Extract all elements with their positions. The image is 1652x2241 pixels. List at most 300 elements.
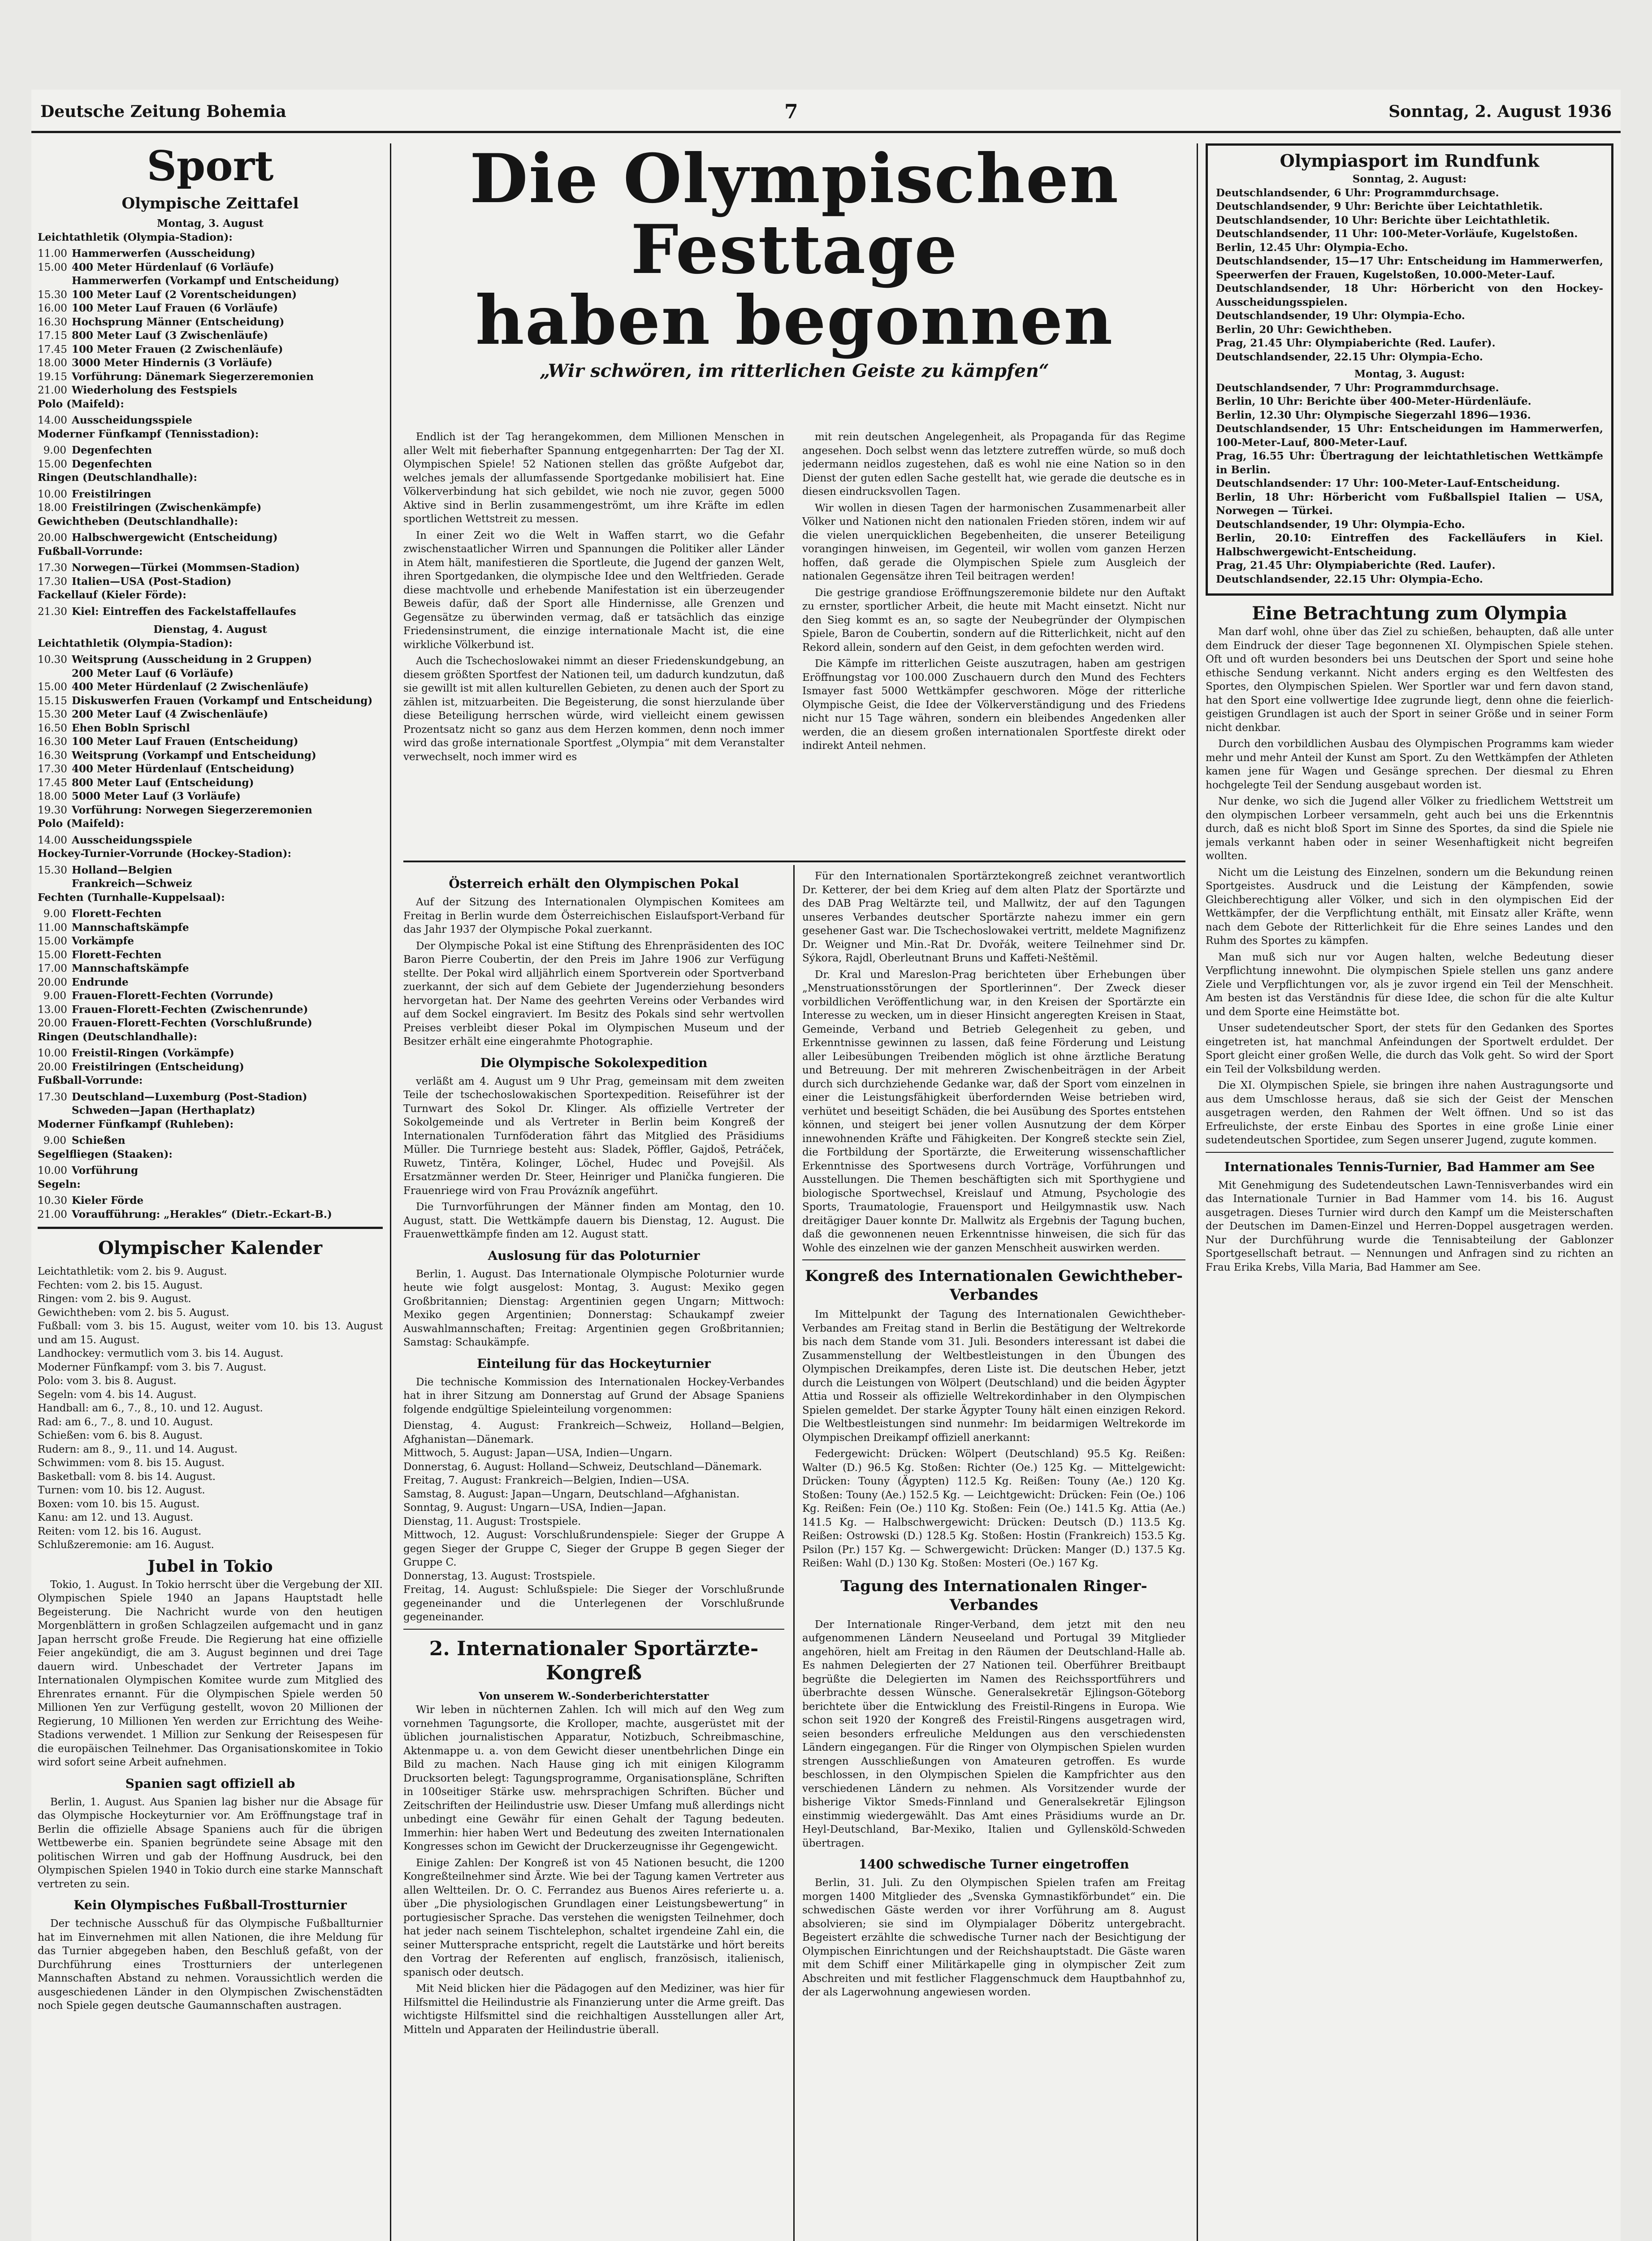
lead-paragraph: Wir wollen in diesen Tagen der harmonischen Zusammenarbeit aller Völker und Nationen nicht den nationalen Frieden stören, indem wir auf die vielen unerquicklichen Begebenheiten, die unserer Beteiligung vorangingen hinweisen, im Gegenteil, wir wollen vom ganzen Herzen hoffen, daß gerade die Olympischen Spiele zum Ausgleich der nationalen Gegensätze ihren Teil beitragen werden! (802, 502, 1185, 582)
timetable-row (38, 790, 383, 804)
event-name: Voraufführung: „Herakles“ (Dietr.-Eckart-B.) (72, 1208, 332, 1220)
event-time: 10.00 (38, 1165, 67, 1177)
event-time: 16.00 (38, 303, 67, 314)
timetable-row (38, 444, 383, 458)
kongress-heading: 2. Internationaler Sportärzte-Kongreß (429, 1637, 759, 1684)
event-time: 15.00 (38, 935, 67, 947)
right-column (1206, 143, 1613, 2241)
timetable-row (38, 384, 383, 398)
event-time: 9.00 (43, 1135, 66, 1146)
kalender-entry: Fußball: vom 3. bis 15. August, weiter vom 10. bis 13. August und am 15. August. (38, 1320, 383, 1346)
timetable-row (38, 414, 383, 428)
kalender-entry: Basketball: vom 8. bis 14. August. (38, 1471, 216, 1483)
radio-entry: Deutschlandsender, 15 Uhr: Entscheidungen im Hammerwerfen, 100-Meter-Lauf, 800-Meter-Lauf. (1216, 423, 1603, 449)
venue-label: Gewichtheben (Deutschlandhalle): (38, 515, 238, 528)
kalender-entry: Schießen: vom 6. bis 8. August. (38, 1430, 203, 1441)
timetable-row (38, 302, 383, 316)
headline-subtitle: „Wir schwören, im ritterlichen Geiste zu kämpfen“ (540, 360, 1049, 381)
venue-label: Leichtathletik (Olympia-Stadion): (38, 231, 233, 243)
event-name: Ausscheidungsspiele (72, 414, 192, 426)
issue-date: Sonntag, 2. August 1936 (1388, 102, 1612, 121)
event-name: Weitsprung (Vorkampf und Entscheidung) (72, 749, 316, 761)
kalender-entry: Ringen: vom 2. bis 9. August. (38, 1293, 191, 1305)
timetable-row (38, 864, 383, 878)
hockey-intro: Die technische Kommission des Internationalen Hockey-Verbandes hat in ihrer Sitzung am Donnerstag auf Grund der Absage Spaniens folgende endgültige Spieleinteilung vorgenommen: (403, 1376, 784, 1415)
event-time: 15.30 (38, 709, 67, 720)
event-name: Freistil-Ringen (Vorkämpfe) (72, 1047, 234, 1059)
event-name: Wiederholung des Festspiels (72, 384, 237, 396)
event-time: 15.00 (38, 458, 67, 470)
event-time: 11.00 (38, 248, 67, 260)
hockey-schedule (403, 1419, 784, 1624)
event-time: 17.30 (38, 763, 67, 775)
event-time: 16.30 (38, 749, 67, 761)
kalender-entry: Kanu: am 12. und 13. August. (38, 1512, 194, 1523)
section-rule (403, 861, 1185, 862)
newspaper-name: Deutsche Zeitung Bohemia (40, 102, 286, 121)
event-time: 13.00 (38, 1004, 67, 1016)
event-time: 9.00 (43, 445, 66, 456)
timetable-row (38, 989, 383, 1003)
timetable-row (38, 343, 383, 357)
event-time: 21.30 (38, 606, 67, 618)
event-time (38, 1104, 66, 1118)
timetable-row (38, 1164, 383, 1178)
event-time: 10.30 (38, 654, 67, 666)
event-time: 15.30 (38, 289, 67, 301)
venue-label: Segeln: (38, 1178, 81, 1190)
event-name: Endrunde (72, 976, 129, 988)
event-name: Frauen-Florett-Fechten (Vorrunde) (72, 990, 274, 1002)
timetable-row (38, 1017, 383, 1030)
radio-box (1206, 143, 1613, 596)
lead-paragraph: mit rein deutschen Angelegenheit, als Propaganda für das Regime angesehen. Doch selbst wenn das letztere zutreffen würde, so muß doch jedermann neidlos zugestehen, daß es wohl nie eine Nation so in den Dienst der guten edlen Sache gestellt hat, wie gerade die deutsche es in diesen eindrucksvollen Tagen. (802, 431, 1185, 498)
kalender-entry: Rudern: am 8., 9., 11. und 14. August. (38, 1443, 238, 1455)
section-rule (802, 1259, 1185, 1260)
day-heading: Montag, 3. August (156, 217, 264, 229)
event-name: Kieler Förde (72, 1194, 144, 1207)
event-name: Deutschland—Luxemburg (Post-Stadion) (72, 1090, 307, 1103)
timetable-row (38, 247, 383, 261)
kalender-entry: Schlußzeremonie: am 16. August. (38, 1539, 214, 1551)
event-name: 200 Meter Lauf (6 Vorläufe) (72, 667, 234, 679)
radio-entry: Deutschlandsender, 18 Uhr: Hörbericht von den Hockey-Ausscheidungsspielen. (1216, 282, 1603, 308)
polo-heading: Auslosung für das Poloturnier (488, 1248, 700, 1263)
radio-entry: Deutschlandsender, 10 Uhr: Berichte über Leichtathletik. (1216, 214, 1550, 226)
event-time: 18.00 (38, 502, 67, 514)
event-name: 3000 Meter Hindernis (3 Vorläufe) (72, 357, 272, 369)
kalender-entry: Handball: am 6., 7., 8., 10. und 12. August. (38, 1402, 263, 1414)
radio-list-day1 (1216, 186, 1603, 364)
event-name: Hochsprung Männer (Entscheidung) (72, 316, 285, 328)
event-name: Vorführung: Norwegen Siegerzeremonien (72, 804, 312, 816)
event-name: Mannschaftskämpfe (72, 921, 189, 934)
lead-paragraph: Endlich ist der Tag herangekommen, dem Millionen Menschen in aller Welt mit fieberhafter Spannung entgegenharrten: Der Tag der XI. Olympischen Spiele! 52 Nationen stellen das größte Aufgebot dar, welches jemals der allumfassende Sportgedanke mobilisiert hat. Eine Völkerverbindung hat sich gebildet, wie noch nie zuvor, gegen 5000 Aktive sind in Berlin zusammengeströmt, um ihre Kräfte im edlen sportlichen Wettstreit zu messen. (403, 431, 784, 525)
event-time: 16.50 (38, 722, 67, 734)
trost-heading: Kein Olympisches Fußball-Trostturnier (74, 1898, 347, 1912)
timetable-row (38, 531, 383, 545)
radio-entry: Deutschlandsender, 7 Uhr: Programmdurchsage. (1216, 381, 1499, 394)
hockey-heading: Einteilung für das Hockeyturnier (477, 1356, 711, 1371)
radio-entry: Deutschlandsender, 11 Uhr: 100-Meter-Vorläufe, Kugelstoßen. (1216, 228, 1578, 240)
hockey-entry: Mittwoch, 12. August: Vorschlußrundenspiele: Sieger der Gruppe A gegen Sieger der Gruppe C, Sieger der Gruppe B gegen Sieger der Gruppe C. (403, 1529, 784, 1568)
radio-entry: Deutschlandsender: 17 Uhr: 100-Meter-Lauf-Entscheidung. (1216, 477, 1560, 489)
event-name: Freistilringen (72, 488, 151, 500)
betrachtung-paragraph: Unser sudetendeutscher Sport, der stets für den Gedanken des Sportes eingetreten ist, hat manchmal Anfeindungen der Sportwelt erduldet. Der Sport gleicht einer großen Welle, die durch das Volk geht. So wird der Sport ein Teil der Volksbildung werden. (1206, 1022, 1613, 1075)
section-rule (403, 1629, 784, 1630)
betrachtung-paragraph: Man darf wohl, ohne über das Ziel zu schießen, behaupten, daß alle unter dem Eindruck der dieser Tage begonnenen XI. Olympischen Spiele stehen. Oft und oft wurden besonders bei uns Deutschen der Sport und seine hohe ethische Sendung verkannt. Nicht anders erging es den Weltfesten des Sportes, den Olympischen Spielen. Wer Sportler war und fern davon stand, hat den Sport eine vollwertige Idee zugrunde liegt, denn ohne die feierlich-geistigen Grundlagen ist auch der Sport in seiner Größe und in seiner Form nicht denkbar. (1206, 626, 1613, 734)
lead-paragraph: Die gestrige grandiose Eröffnungszeremonie bildete nur den Auftakt zu ernster, sportlicher Arbeit, die heute mit Macht einsetzt. Nicht nur den Sieg kommt es an, so sagte der Neubegründer der Olympischen Spiele, Baron de Coubertin, sondern auf die Ritterlichkeit, nicht auf den Rekord allein, sondern auf den Geist, in dem gefochten werden wird. (802, 587, 1185, 653)
event-name: Freistilringen (Zwischenkämpfe) (72, 502, 262, 514)
event-name: Frankreich—Schweiz (72, 878, 192, 890)
event-time: 17.45 (38, 343, 67, 355)
event-name: Hammerwerfen (Vorkampf und Entscheidung) (72, 275, 340, 287)
event-time: 17.15 (38, 330, 67, 342)
masthead (31, 102, 1621, 125)
radio-entry: Prag, 21.45 Uhr: Olympiaberichte (Red. Laufer). (1216, 559, 1496, 571)
timetable-row (38, 288, 383, 302)
radio-entry: Berlin, 10 Uhr: Berichte über 400-Meter-Hürdenläufe. (1216, 395, 1531, 407)
betrachtung-paragraph: Nur denke, wo sich die Jugend aller Völker zu friedlichem Wettstreit um den olympischen Lorbeer versammeln, geht auch bei uns die Erkenntnis durch, daß es nicht bloß Sport im Sinne des Sportes, da sind die Spiele nie jemals verkannt haben oder in seiner Wesenhaftigkeit nicht begreifen wollten. (1206, 796, 1613, 862)
pokal-text: Auf der Sitzung des Internationalen Olympischen Komitees am Freitag in Berlin wurde dem Österreichischen Eislaufsport-Verband für das Jahr 1937 der Olympische Pokal zuerkannt. (403, 896, 784, 935)
timetable-row (38, 501, 383, 515)
event-time: 17.30 (38, 562, 67, 574)
zeittafel-heading: Olympische Zeittafel (121, 195, 299, 212)
event-time: 19.15 (38, 371, 67, 383)
timetable-row (38, 561, 383, 575)
event-time: 10.00 (38, 1047, 67, 1059)
kalender-entry: Boxen: vom 10. bis 15. August. (38, 1498, 200, 1510)
tokio-heading: Jubel in Tokio (147, 1557, 273, 1576)
center-right-column (802, 870, 1185, 2241)
kalender-entry: Turnen: vom 10. bis 12. August. (38, 1484, 205, 1496)
radio-entry: Deutschlandsender, 22.15 Uhr: Olympia-Echo. (1216, 573, 1483, 585)
timetable-row (38, 370, 383, 384)
event-name: Kiel: Eintreffen des Fackelstaffellaufes (72, 605, 296, 618)
event-name: Hammerwerfen (Ausscheidung) (72, 247, 255, 260)
sokol-text: Die Turnvorführungen der Männer finden am Montag, den 10. August, statt. Die Wettkämpfe dauern bis Dienstag, 12. August. Die Frauenwettkämpfe finden am 12. August statt. (403, 1201, 784, 1240)
event-time (38, 274, 66, 288)
radio-entry: Deutschlandsender, 15—17 Uhr: Entscheidung im Hammerwerfen, Speerwerfen der Frauen, Kugelstoßen, 10.000-Meter-Lauf. (1216, 255, 1603, 281)
hockey-entry: Mittwoch, 5. August: Japan—USA, Indien—Ungarn. (403, 1447, 673, 1459)
timetable-row (38, 907, 383, 921)
event-name: Florett-Fechten (72, 948, 162, 961)
polo-text: Berlin, 1. August. Das Internationale Olympische Poloturnier wurde heute wie folgt ausgelost: Montag, 3. August: Mexiko gegen Großbritannien; Dienstag: Argentinien gegen Ungarn; Mittwoch: Mexiko gegen Argentinien; Donnerstag: Schaukampf zweier Auswahlmannschaften; Freitag: Argentinien gegen Großbritannien; Samstag: Schaukämpfe. (403, 1268, 784, 1348)
timetable-row (38, 708, 383, 722)
venue-label: Ringen (Deutschlandhalle): (38, 472, 198, 484)
radio-entry: Deutschlandsender, 19 Uhr: Olympia-Echo. (1216, 310, 1465, 322)
heber-heading: Kongreß des Internationalen Gewichtheber-Verbandes (804, 1267, 1183, 1304)
timetable-row (38, 976, 383, 990)
event-time: 18.00 (38, 357, 67, 369)
radio-entry: Prag, 16.55 Uhr: Übertragung der leichtathletischen Wettkämpfe in Berlin. (1216, 450, 1603, 476)
event-name: 5000 Meter Lauf (3 Vorläufe) (72, 790, 241, 802)
timetable-day2 (38, 637, 383, 1222)
pokal-text: Der Olympische Pokal ist eine Stiftung des Ehrenpräsidenten des IOC Baron Pierre Coubertin, der den Preis im Jahre 1906 zur Verfügung stellte. Der Pokal wird alljährlich einem Sportverein oder Sportverband zuerkannt, der sich auf dem Gebiete der Jugenderziehung besonders hervorgetan hat. Der Name des geehrten Vereins oder Verbandes wird auf dem Sockel eingraviert. Im Besitz des Pokals sind sehr wertvollen Preises verbleibt dieser Pokal im Olympischen Museum und der Besitzer erhält eine eingerahmte Photographie. (403, 940, 784, 1047)
radio-entry: Berlin, 12.45 Uhr: Olympia-Echo. (1216, 241, 1408, 254)
tennis-heading: Internationales Tennis-Turnier, Bad Hammer am See (1224, 1159, 1595, 1174)
event-time: 17.30 (38, 1091, 67, 1103)
page-number: 7 (784, 100, 798, 123)
event-name: Frauen-Florett-Fechten (Vorschlußrunde) (72, 1017, 312, 1029)
event-name: Diskuswerfen Frauen (Vorkampf und Entscheidung) (72, 694, 373, 707)
timetable-row (38, 261, 383, 275)
timetable-row (38, 458, 383, 472)
kongress-text: Mit Neid blicken hier die Pädagogen auf den Mediziner, was hier für Hilfsmittel die Heilindustrie als Finanzierung unter die Arme greift. Das wichtigste Hilfsmittel sind die reichhaltigen Ausstellungen aller Art, Mitteln und Apparaten der Heilindustrie überall. (403, 1983, 784, 2036)
event-name: Degenfechten (72, 444, 152, 456)
kongress-text: Einige Zahlen: Der Kongreß ist von 45 Nationen besucht, die 1200 Kongreßteilnehmer sind Ärzte. Wie bei der Tagung kamen Vertreter aus allen Weltteilen. Dr. O. C. Ferrandez aus Buenos Aires referierte u. a. über „Die physiologischen Grundlagen einer Leistungsbewertung“ in portugiesischer Sprache. Das verstehen die wenigsten Teilnehmer, doch hat jeder nach seinem Tischtelephon, schaltet irgendeine Zahl ein, die seiner Muttersprache entspricht, regelt die Lautstärke und hört bereits den Vortrag der Referenten auf englisch, französisch, italienisch, spanisch oder deutsch. (403, 1857, 784, 1978)
tennis-text: Mit Genehmigung des Sudetendeutschen Lawn-Tennisverbandes wird ein das Internationale Turnier in Bad Hammer vom 14. bis 16. August ausgetragen. Dieses Turnier wird durch den Kampf um die Meisterschaften der Deutschen im Damen-Einzel und Herren-Doppel ausgetragen werden. Nur der Durchführung wurde die Tennisabteilung der Gablonzer Sportgesellschaft betraut. — Nennungen und Anfragen sind zu richten an Frau Erika Krebs, Villa Maria, Bad Hammer am See. (1206, 1179, 1613, 1273)
event-name: 100 Meter Lauf (2 Vorentscheidungen) (72, 288, 297, 301)
timetable-row (38, 722, 383, 735)
betrachtung-paragraph: Durch den vorbildlichen Ausbau des Olympischen Programms kam wieder mehr und mehr Anteil der Kunst am Sport. Zu den Wettkämpfen der Athleten kamen jene für Wagen und Gesänge sprechen. Der diesmal zu Ehren hochgelegte Teil der Sendung ausgebaut worden ist. (1206, 738, 1613, 791)
event-time: 17.00 (38, 963, 67, 974)
venue-label: Segelfliegen (Staaken): (38, 1148, 173, 1160)
radio-entry: Berlin, 20.10: Eintreffen des Fackelläufers in Kiel. Halbschwergewicht-Entscheidung. (1216, 532, 1603, 558)
event-name: Vorführung: Dänemark Siegerzeremonien (72, 370, 314, 383)
hockey-entry: Sonntag, 9. August: Ungarn—USA, Indien—Japan. (403, 1502, 666, 1514)
hockey-entry: Freitag, 14. August: Schlußspiele: Die Sieger der Vorschlußrunde gegeneinander und die Unterlegenen der Vorschlußrunde gegeneinander. (403, 1584, 784, 1623)
event-time: 15.00 (38, 261, 67, 273)
sport-column (38, 143, 383, 2241)
timetable-row (38, 1060, 383, 1074)
radio-entry: Deutschlandsender, 9 Uhr: Berichte über Leichtathletik. (1216, 200, 1543, 212)
timetable-row (38, 1104, 383, 1118)
timetable-row (38, 1047, 383, 1060)
event-name: Florett-Fechten (72, 908, 162, 920)
timetable-row (38, 1194, 383, 1208)
timetable-row (38, 1134, 383, 1148)
ringer-heading: Tagung des Internationalen Ringer-Verbandes (840, 1577, 1147, 1614)
lead-paragraph: Die Kämpfe im ritterlichen Geiste auszutragen, haben am gestrigen Eröffnungstag vor 100.000 Zuschauern durch den Mund des Fechters Ismayer fast 5000 Wettkämpfer geschworen. Möge der ritterliche Olympische Geist, die Idee der Völkerverständigung und des Friedens nicht nur 15 Tage währen, sondern ein bleibendes Angedenken aller werden, die an diesem großen internationalen Sportfeste direkt oder indirekt Anteil nehmen. (802, 658, 1185, 752)
radio-entry: Berlin, 20 Uhr: Gewichtheben. (1216, 323, 1392, 336)
kongress-byline: Von unserem W.-Sonderberichterstatter (479, 1690, 709, 1702)
lead-paragraph: In einer Zeit wo die Welt in Waffen starrt, wo die Gefahr zwischenstaatlicher Wirren und Spannungen die Politiker aller Länder in Atem hält, manifestieren die Sportleute, die Jugend der ganzen Welt, ihren Sportgedanken, die olympische Idee und den Weltfrieden. Gerade diese machtvolle und erhebende Manifestation ist ein überzeugender Beweis dafür, daß der Sport alle Hindernisse, alle Grenzen und Gegensätze zu überwinden vermag, daß er tatsächlich das einzige Friedensinstrument, die einzige internationale Macht ist, die eine wirkliche Völkerbund ist. (403, 529, 784, 651)
timetable-row (38, 762, 383, 776)
event-time: 20.00 (38, 1017, 67, 1029)
event-time: 17.45 (38, 777, 67, 789)
event-time: 20.00 (38, 1061, 67, 1073)
hockey-entry: Freitag, 7. August: Frankreich—Belgien, Indien—USA. (403, 1475, 690, 1486)
event-time: 10.30 (38, 1195, 67, 1207)
kalender-entry: Segeln: vom 4. bis 14. August. (38, 1389, 197, 1401)
spanien-text: Berlin, 1. August. Aus Spanien lag bisher nur die Absage für das Olympische Hockeyturnier vor. Am Eröffnungstage traf in Berlin die offizielle Absage Spaniens auch für die übrigen Wettbewerbe ein. Spanien begründete seine Absage mit den politischen Wirren und gab der Hoffnung Ausdruck, bei den Olympischen Spielen 1940 in Tokio durch eine starke Mannschaft vertreten zu sein. (38, 1796, 383, 1890)
event-time: 20.00 (38, 532, 67, 544)
event-name: Freistilringen (Entscheidung) (72, 1060, 244, 1073)
venue-label: Fußball-Vorrunde: (38, 1074, 143, 1086)
timetable-row (38, 948, 383, 962)
timetable-row (38, 274, 383, 288)
center-left-column (403, 870, 784, 2241)
timetable-day1 (38, 231, 383, 619)
timetable-row (38, 488, 383, 502)
lead-paragraph: Auch die Tschechoslowakei nimmt an dieser Friedenskundgebung, an diesem größten Sportfest der Nationen teil, um dadurch kundzutun, daß sie gewillt ist mit allen kulturellen Gebieten, zu denen auch der Sport zu zählen ist, mitzuarbeiten. Die Begeisterung, die sonst hierzulande über diese Beteiligung herrschen würde, wird vielleicht einem gewissen Prozentsatz nicht so ganz aus dem Herzen kommen, denn noch immer wird das große internationale Sportfest „Olympia“ mit dem Veranstalter verwechselt, noch immer wird es (403, 655, 784, 763)
event-time: 18.00 (38, 791, 67, 802)
pokal-heading: Österreich erhält den Olympischen Pokal (449, 876, 739, 891)
venue-label: Hockey-Turnier-Vorrunde (Hockey-Stadion): (38, 848, 291, 860)
kalender-entry: Gewichtheben: vom 2. bis 5. August. (38, 1307, 229, 1319)
timetable-row (38, 776, 383, 790)
timetable-row (38, 680, 383, 694)
event-time (38, 877, 66, 891)
event-time: 14.00 (38, 834, 67, 846)
newspaper-page (31, 90, 1621, 2241)
kalender-heading: Olympischer Kalender (98, 1237, 323, 1259)
venue-label: Polo (Maifeld): (38, 398, 124, 410)
timetable-row (38, 1003, 383, 1017)
betrachtung-paragraph: Die XI. Olympischen Spiele, sie bringen ihre nahen Austragungsorte und aus dem Umschlosse heraus, daß sie sich der Geist der Menschen ausgetragen werden, den Rahmen der Welt öffnen. Und so ist das Erfreulichste, der erste Einbau des Sportes in eine große Linie einer sudetendeutschen Sportidee, zum Segen unserer Jugend, zugute kommen. (1206, 1080, 1613, 1146)
event-name: Norwegen—Türkei (Mommsen-Stadion) (72, 562, 300, 574)
hockey-entry: Donnerstag, 13. August: Trostspiele. (403, 1570, 596, 1582)
kalender-entry: Reiten: vom 12. bis 16. August. (38, 1525, 202, 1537)
kalender-list (38, 1265, 383, 1552)
event-name: Frauen-Florett-Fechten (Zwischenrunde) (72, 1003, 308, 1016)
event-time: 14.00 (38, 415, 67, 426)
event-name: 100 Meter Lauf Frauen (Entscheidung) (72, 735, 298, 748)
event-time: 17.30 (38, 575, 67, 588)
kalender-entry: Moderner Fünfkampf: vom 3. bis 7. August. (38, 1361, 267, 1373)
trost-text: Der technische Ausschuß für das Olympische Fußballturnier hat im Einvernehmen mit allen Nationen, die ihre Meldung für das Turnier abgegeben haben, den Beschluß gefaßt, von der Durchführung eines Trostturniers der unterlegenen Mannschaften Abstand zu nehmen. Voraussichtlich werden die ausgeschiedenen Länder in den Olympischen Zwischenstädten noch Spiele gegen deutsche Gaumannschaften austragen. (38, 1918, 383, 2012)
event-time: 9.00 (43, 908, 66, 920)
event-name: Italien—USA (Post-Stadion) (72, 575, 232, 588)
lead-article-col2 (802, 430, 1185, 856)
event-name: Degenfechten (72, 458, 152, 470)
event-time: 10.00 (38, 488, 67, 500)
sokol-heading: Die Olympische Sokolexpedition (480, 1055, 708, 1070)
timetable-row (38, 877, 383, 891)
kalender-entry: Fechten: vom 2. bis 15. August. (38, 1279, 203, 1291)
event-name: Weitsprung (Ausscheidung in 2 Gruppen) (72, 653, 312, 666)
betrachtung-paragraph: Man muß sich nur vor Augen halten, welche Bedeutung dieser Verpflichtung innewohnt. Die olympischen Spiele stellen uns ganz andere Ziele und Verpflichtungen vor, als je zuvor irgend ein Teil der Menschheit. Am besten ist das Verständnis für diese Idee, die schon für die alte Kultur und dem Sporte eine Heimstätte bot. (1206, 951, 1613, 1018)
timetable-row (38, 1090, 383, 1104)
timetable-row (38, 921, 383, 935)
event-time: 15.00 (38, 949, 67, 961)
event-name: Ausscheidungsspiele (72, 834, 192, 846)
kalender-entry: Landhockey: vermutlich vom 3. bis 14. August. (38, 1348, 284, 1359)
event-name: Schweden—Japan (Herthaplatz) (72, 1104, 255, 1116)
radio-entry: Deutschlandsender, 6 Uhr: Programmdurchsage. (1216, 186, 1499, 199)
timetable-row (38, 834, 383, 848)
radio-day-heading: Sonntag, 2. August: (1352, 173, 1467, 185)
radio-entry: Berlin, 18 Uhr: Hörbericht vom Fußballspiel Italien — USA, Norwegen — Türkei. (1216, 491, 1603, 517)
timetable-row (38, 667, 383, 681)
timetable-row (38, 1208, 383, 1222)
venue-label: Moderner Fünfkampf (Tennisstadion): (38, 428, 259, 440)
event-time: 11.00 (38, 921, 67, 934)
hockey-entry: Donnerstag, 6. August: Holland—Schweiz, Deutschland—Dänemark. (403, 1461, 762, 1473)
sokol-text: verläßt am 4. August um 9 Uhr Prag, gemeinsam mit dem zweiten Teile der tschechoslowakischen Sportexpedition. Reiseführer ist der Turnwart des Sokol Dr. Klinger. Als offizielle Vertreter der Sokolgemeinde und als Vertreter in Berlin beim Kongreß der Internationalen Turnföderation fährt das Mitglied des Präsidiums Müller. Die Turnriege besteht aus: Sladek, Pöffler, Gajdoš, Petráček, Ruwetz, Tintěra, Kolinger, Löchel, Hudec und Povejšil. Als Ersatzmänner werden Dr. Steer, Heinriger und Planička fungieren. Die Frauenriege wird von Frau Provázník angeführt. (403, 1075, 784, 1197)
event-name: 400 Meter Hürdenlauf (6 Vorläufe) (72, 261, 274, 273)
kalender-entry: Schwimmen: vom 8. bis 15. August. (38, 1457, 225, 1469)
event-time: 21.00 (38, 1208, 67, 1220)
heber-text: Federgewicht: Drücken: Wölpert (Deutschland) 95.5 Kg. Reißen: Walter (D.) 96.5 Kg. Stoßen: Richter (Oe.) 125 Kg. — Mittelgewicht: Drücken: Touny (Ägypten) 112.5 Kg. Reißen: Touny (Ae.) 120 Kg. Stoßen: Touny (Ae.) 152.5 Kg. — Leichtgewicht: Drücken: Fein (Oe.) 106 Kg. Reißen: Fein (Oe.) 110 Kg. Stoßen: Fein (Oe.) 141.5 Kg. Attia (Ae.) 141.5 Kg. — Halbschwergewicht: Drücken: Deutsch (D.) 113.5 Kg. Reißen: Ostrowski (D.) 128.5 Kg. Stoßen: Hostin (Frankreich) 153.5 Kg. Psilon (Pr.) 157 Kg. — Schwergewicht: Drücken: Manger (D.) 137.5 Kg. Reißen: Wahl (D.) 130 Kg. Stoßen: Mosteri (Oe.) 167 Kg. (802, 1448, 1185, 1569)
timetable-row (38, 329, 383, 343)
kongress-text: Dr. Kral und Mareslon-Prag berichteten über Erhebungen über „Menstruationsstörungen der Sportlerinnen“. Der Zweck dieser vorbildlichen Veröffentlichung war, in den Kreisen der Sportärzte ein Interesse zu wecken, um in dieser Hinsicht angeregten Kreisen in Staat, Gemeinde, Verband und Betrieb Gelegenheit zu geben, und Erkenntnisse gewinnen zu lassen, daß feine Förderung und Leistung aller Leibesübungen Treibenden möglich ist ohne ärztliche Beratung und Betreuung. Der mit mehreren Zwischenbeiträgen in der Arbeit durch sich durchziehende Gedanke war, daß der Sport vom einzelnen in einer die Leistungsfähigkeit überfordernden Weise betrieben wird, verhütet und beseitigt Schäden, die bei Ausübung des Sportes entstehen können, und steigert bei jener vollen Ausnutzung der dem Körper innewohnenden Kräfte und Fähigkeiten. Der Kongreß steckte sein Ziel, die Fortbildung der Sportärzte, die Erweiterung wissenschaftlicher Erkenntnisse des Sportwesens durch Vorträge, Vorführungen und Ausstellungen. Die Themen beschäftigten sich mit Sporthygiene und biologische Sportwechsel, Kreislauf und Atmung, Psychologie des Sports, Traumatologie, Frauensport und Heilgymnastik usw. Nach dreitägiger Dauer konnte Dr. Mallwitz als Ergebnis der Tagung buchen, daß die gewonnenen neuen Erkenntnisse hinweisen, die sich für das Wohle des einzelnen wie der ganzen Menschheit auswirken werden. (802, 969, 1185, 1254)
event-name: Vorführung (72, 1164, 138, 1177)
column-rule (793, 865, 795, 2241)
event-name: 100 Meter Frauen (2 Zwischenläufe) (72, 343, 283, 355)
timetable-row (38, 653, 383, 667)
venue-label: Polo (Maifeld): (38, 818, 124, 830)
tokio-text: Tokio, 1. August. In Tokio herrscht über die Vergebung der XII. Olympischen Spiele 1940 an Japans Hauptstadt helle Begeisterung. Die Nachricht wurde von den heutigen Morgenblättern in großen Schlagzeilen aufgemacht und in ganz Japan herrscht große Freude. Die Regierung hat eine offizielle Feier angekündigt, die am 3. August beginnen und drei Tage dauern wird. Unbeschadet der Vertreter Japans im Internationalen Olympischen Komitee wurde zum Mitglied des Ehrenrates ernannt. Für die Olympischen Spiele werden 50 Millionen Yen zur Verfügung gestellt, wovon 20 Millionen der Regierung, 10 Millionen Yen werden zur Errichtung des Weihe-Stadions verwendet. 1 Million zur Senkung der Reisespesen für die europäischen Teilnehmer. Das Organisationskomitee in Tokio wird sofort seine Arbeit aufnehmen. (38, 1579, 383, 1768)
spanien-heading: Spanien sagt offiziell ab (125, 1776, 295, 1791)
heber-text: Im Mittelpunkt der Tagung des Internationalen Gewichtheber-Verbandes am Freitag stand in Berlin die Bestätigung der Weltrekorde bis nach dem Stande vom 31. Juli. Besonders interessant ist dabei die Zusammenstellung der Weltbestleistungen in den Übungen des Olympischen Dreikampfes, deren Liste ist. Die deutschen Heber, jetzt durch die Leistungen von Wölpert (Deutschland) und die beiden Ägypter Attia und Rosseir als offizielle Weltrekordinhaber in den Olympischen Spielen gemeldet. Der starke Ägypter Touny hält einen einzigen Rekord. Die Weltbestleistungen sind nunmehr: Im beidarmigen Weltrekorde im Olympischen Dreikampf offiziell anerkannt: (802, 1309, 1185, 1444)
headline-line2: haben begonnen (475, 281, 1114, 360)
day-heading: Dienstag, 4. August (153, 623, 267, 636)
timetable-row (38, 749, 383, 763)
headline-line1: Die Olympischen Festtage (469, 143, 1120, 289)
kongress-text: Für den Internationalen Sportärztekongreß zeichnet verantwortlich Dr. Ketterer, der bei dem Krieg auf dem alten Platz der Sportärzte und des DAB Prag Weltärzte teil, und Mallwitz, der auf den Tagungen unseres Verbandes deutscher Sportärzte nahezu immer ein gern gesehener Gast war. Die Tschechoslowakei vertritt, meldete Magnifizenz Dr. Weigner und Min.-Rat Dr. Dvořák, weitere Teilnehmer sind Dr. Sýkora, Rajdl, Oberleutnant Bruns und Kaffeti-Neštěmil. (802, 870, 1185, 964)
event-time: 15.00 (38, 681, 67, 693)
event-name: Holland—Belgien (72, 864, 173, 876)
radio-day-heading: Montag, 3. August: (1354, 368, 1465, 380)
radio-list-day2 (1216, 381, 1603, 587)
timetable-row (38, 735, 383, 749)
event-time (38, 667, 66, 681)
event-name: 400 Meter Hürdenlauf (Entscheidung) (72, 763, 295, 775)
venue-label: Fackellauf (Kieler Förde): (38, 589, 186, 601)
event-time: 16.30 (38, 316, 67, 328)
event-name: Halbschwergewicht (Entscheidung) (72, 532, 278, 544)
kalender-entry: Polo: vom 3. bis 8. August. (38, 1375, 177, 1387)
event-time: 15.30 (38, 864, 67, 876)
hockey-entry: Dienstag, 4. August: Frankreich—Schweiz, Holland—Belgien, Afghanistan—Dänemark. (403, 1420, 784, 1445)
turner-text: Berlin, 31. Juli. Zu den Olympischen Spielen trafen am Freitag morgen 1400 Mitglieder des „Svenska Gymnastikförbundet“ ein. Die schwedischen Gäste werden vor ihrer Vorführung am 8. August absolvieren; sie sind im Olympialager Döberitz untergebracht. Begeistert erzählte die schwedische Turner nach der Besichtigung der Olympischen Einrichtungen und der Reichshauptstadt. Die Gäste waren mit dem Schiff einer Militärkapelle ging in olympischer Zeit zum Abschreiten und mit festlicher Flaggenschmuck dem Hauptbahnhof zu, der als Lagerwohnung angewiesen worden. (802, 1877, 1185, 1998)
column-rule (1197, 143, 1198, 2241)
timetable-row (38, 694, 383, 708)
radio-heading: Olympiasport im Rundfunk (1280, 151, 1540, 171)
event-name: 200 Meter Lauf (4 Zwischenläufe) (72, 708, 268, 720)
lead-article-col1 (403, 430, 784, 856)
betrachtung-text (1206, 625, 1613, 1147)
timetable-row (38, 934, 383, 948)
venue-label: Moderner Fünfkampf (Ruhleben): (38, 1118, 234, 1130)
radio-entry: Prag, 21.45 Uhr: Olympiaberichte (Red. Laufer). (1216, 337, 1496, 349)
venue-label: Fechten (Turnhalle-Kuppelsaal): (38, 891, 225, 904)
timetable-row (38, 962, 383, 976)
event-name: Vorkämpfe (72, 935, 134, 947)
venue-label: Ringen (Deutschlandhalle): (38, 1030, 198, 1043)
timetable-row (38, 356, 383, 370)
kalender-entry: Rad: am 6., 7., 8. und 10. August. (38, 1416, 213, 1428)
betrachtung-heading: Eine Betrachtung zum Olympia (1252, 603, 1567, 624)
hockey-entry: Samstag, 8. August: Japan—Ungarn, Deutschland—Afghanistan. (403, 1488, 740, 1500)
hockey-entry: Dienstag, 11. August: Trostspiele. (403, 1515, 581, 1527)
event-time: 19.30 (38, 804, 67, 816)
event-name: Mannschaftskämpfe (72, 962, 189, 974)
venue-label: Fußball-Vorrunde: (38, 545, 143, 558)
event-name: 100 Meter Lauf Frauen (6 Vorläufe) (72, 302, 278, 314)
event-time: 20.00 (38, 976, 67, 988)
betrachtung-paragraph: Nicht um die Leistung des Einzelnen, sondern um die Bekundung reinen Sportgeistes. Ausdruck und die Leistung der Kämpfenden, sowie Gleichberechtigung aller Völker, und sich in den olympischen Eid der Wettkämpfer, der die Verpflichtung enthält, mit Einsatz aller Kräfte, wenn nach dem Gebote der Ritterlichkeit für die Ehre seines Landes und den Ruhm des Sportes zu kämpfen. (1206, 866, 1613, 947)
section-rule (38, 1227, 383, 1229)
masthead-rule (31, 131, 1621, 133)
timetable-row (38, 316, 383, 329)
timetable-row (38, 575, 383, 589)
kongress-text: Wir leben in nüchternen Zahlen. Ich will mich auf den Weg zum vornehmen Tagungsorte, die Krolloper, machte, ausgerüstet mit der üblichen journalistischen Apparatur, Notizbuch, Schreibmaschine, Aktenmappe u. a. von dem Gewicht dieser unentbehrlichen Dinge ein Bild zu machen. Nach Hause ging ich mit einigen Kilogramm Drucksorten belegt: Tagungsprogramme, Organisationspläne, Schriften in 100seitiger Stärke usw. mehrsprachigen Schriften. Bücher und Zeitschriften der Heilindustrie usw. Dieser Umfang muß allerdings nicht unbedingt eine Gewähr für einen Gehalt der Tagung bedeuten. Immerhin: hier haben Wert und Bedeutung des zweiten Internationalen Kongresses schon im Gewicht der Druckerzeugnisse ihr Gegengewicht. (403, 1704, 784, 1852)
event-time: 21.00 (38, 385, 67, 396)
timetable-row (38, 804, 383, 818)
radio-entry: Berlin, 12.30 Uhr: Olympische Siegerzahl 1896—1936. (1216, 409, 1531, 421)
event-time: 9.00 (43, 990, 66, 1002)
event-name: 400 Meter Hürdenlauf (2 Zwischenläufe) (72, 681, 309, 693)
ringer-text: Der Internationale Ringer-Verband, dem jetzt mit den neu aufgenommenen Ländern Neuseeland und Portugal 39 Mitglieder angehören, hielt am Freitag in den Räumen der Deutschland-Halle ab. Es nahmen Delegierten der 27 Nationen teil. Oberführer Breitbaupt begrüßte die Delegierten im Namen des Reichssportführers und überbrachte dessen Wünsche. Generalsekretär Ejlingson-Göteborg berichtete über die Entwicklung des Freistil-Ringens in Europa. Wie schon seit 1920 der Kongreß des Freistil-Ringens ausgetragen wird, seien besonders erfreuliche Meldungen aus den verschiedensten Ländern eingegangen. Für die Ringer von Olympischen Spielen wurden strengen Ausschließungen von Amateuren getroffen. Es wurde beschlossen, in den Olympischen Spielen die Kampfrichter aus den verschiedenen Ländern zu nehmen. Als Vorsitzender wurde der bisherige Viktor Smeds-Finnland und Generalsekretär Ejlingson einstimmig wiedergewählt. Das Amt eines Präsidiums wurde an Dr. Heyl-Deutschland, Bar-Mexiko, Italien und Gyllensköld-Schweden übertragen. (802, 1618, 1185, 1849)
event-name: Ehen Bobln Sprischl (72, 722, 190, 734)
section-rule (1206, 1152, 1613, 1153)
event-name: 800 Meter Lauf (3 Zwischenläufe) (72, 329, 268, 342)
radio-entry: Deutschlandsender, 19 Uhr: Olympia-Echo. (1216, 518, 1465, 531)
event-time: 15.15 (38, 695, 67, 707)
